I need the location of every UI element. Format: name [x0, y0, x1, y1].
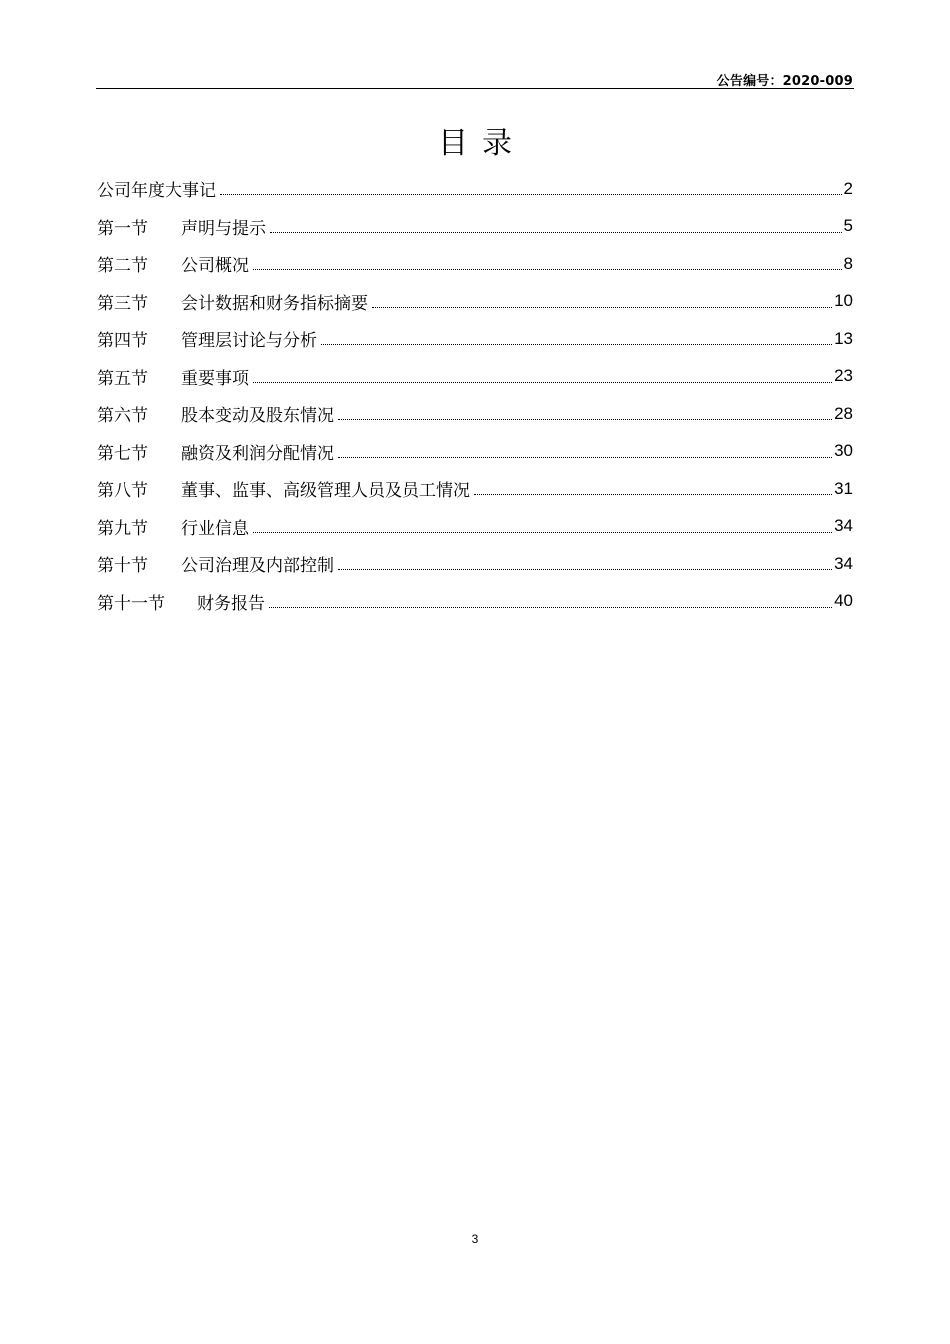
toc-entry-label: 会计数据和财务指标摘要 [181, 293, 368, 314]
toc-entry-page: 8 [843, 253, 853, 273]
toc-entry-section-9[interactable] [97, 508, 853, 546]
toc-entry-label: 公司概况 [181, 256, 249, 277]
toc-entry-section: 第四节 [97, 331, 148, 352]
toc-entry-label: 重要事项 [181, 368, 249, 389]
toc-entry-label: 董事、监事、高级管理人员及员工情况 [181, 481, 470, 502]
toc-dot-leader [338, 457, 832, 458]
toc-entry-page: 23 [834, 366, 853, 386]
toc-entry-section-4[interactable] [97, 320, 853, 358]
toc-entry-label: 公司治理及内部控制 [181, 556, 334, 577]
toc-entry-page: 13 [834, 328, 853, 348]
toc-entry-page: 40 [834, 591, 853, 611]
toc-dot-leader [270, 232, 842, 233]
toc-entry-page: 10 [834, 291, 853, 311]
toc-entry-page: 34 [834, 553, 853, 573]
toc-dot-leader [220, 194, 842, 195]
toc-entry-section-1[interactable] [97, 208, 853, 246]
toc-entry-section: 第十节 [97, 556, 148, 577]
toc-entry-page: 5 [843, 216, 853, 236]
toc-entry-page: 28 [834, 403, 853, 423]
toc-entry-page: 30 [834, 441, 853, 461]
toc-entry-section-8[interactable] [97, 470, 853, 508]
toc-dot-leader [338, 419, 832, 420]
toc-entry-label: 融资及利润分配情况 [181, 443, 334, 464]
toc-entry-section: 第六节 [97, 406, 148, 427]
toc-entry-page: 34 [834, 516, 853, 536]
toc-dot-leader [269, 607, 832, 608]
toc-entry-section-3[interactable] [97, 283, 853, 321]
toc-entry-section: 第八节 [97, 481, 148, 502]
announcement-code: 公告编号：2020-009 [716, 74, 853, 89]
toc-entry-section: 第三节 [97, 293, 148, 314]
toc-dot-leader [474, 494, 832, 495]
toc-dot-leader [372, 307, 832, 308]
toc-entry-section: 第七节 [97, 443, 148, 464]
toc-title: 目录 [438, 126, 526, 161]
toc-entry-section: 第五节 [97, 368, 148, 389]
toc-entry-section-2[interactable] [97, 245, 853, 283]
toc-entry-section: 第一节 [97, 218, 148, 239]
toc-dot-leader [253, 269, 842, 270]
toc-entry-label: 股本变动及股东情况 [181, 406, 334, 427]
toc-entry-section-10[interactable] [97, 545, 853, 583]
toc-dot-leader [321, 344, 832, 345]
toc-entry-label: 声明与提示 [181, 218, 266, 239]
toc-entry-label: 管理层讨论与分析 [181, 331, 317, 352]
toc-entry-section: 第九节 [97, 518, 148, 539]
toc-entry-label: 公司年度大事记 [97, 181, 216, 202]
toc-entry-section: 第十一节 [97, 593, 165, 614]
toc-entry-section-11[interactable] [97, 583, 853, 621]
toc-entry-page: 2 [843, 178, 853, 198]
header-divider [96, 88, 854, 89]
toc-entry-section: 第二节 [97, 256, 148, 277]
toc-entry-events[interactable] [97, 170, 853, 208]
page-number: 3 [471, 1232, 479, 1246]
toc-entry-section-7[interactable] [97, 433, 853, 471]
table-of-contents [97, 170, 853, 620]
toc-entry-label: 行业信息 [181, 518, 249, 539]
toc-entry-section-6[interactable] [97, 395, 853, 433]
toc-dot-leader [338, 569, 832, 570]
toc-dot-leader [253, 532, 832, 533]
toc-dot-leader [253, 382, 832, 383]
toc-entry-page: 31 [834, 478, 853, 498]
toc-entry-section-5[interactable] [97, 358, 853, 396]
toc-entry-label: 财务报告 [197, 593, 265, 614]
